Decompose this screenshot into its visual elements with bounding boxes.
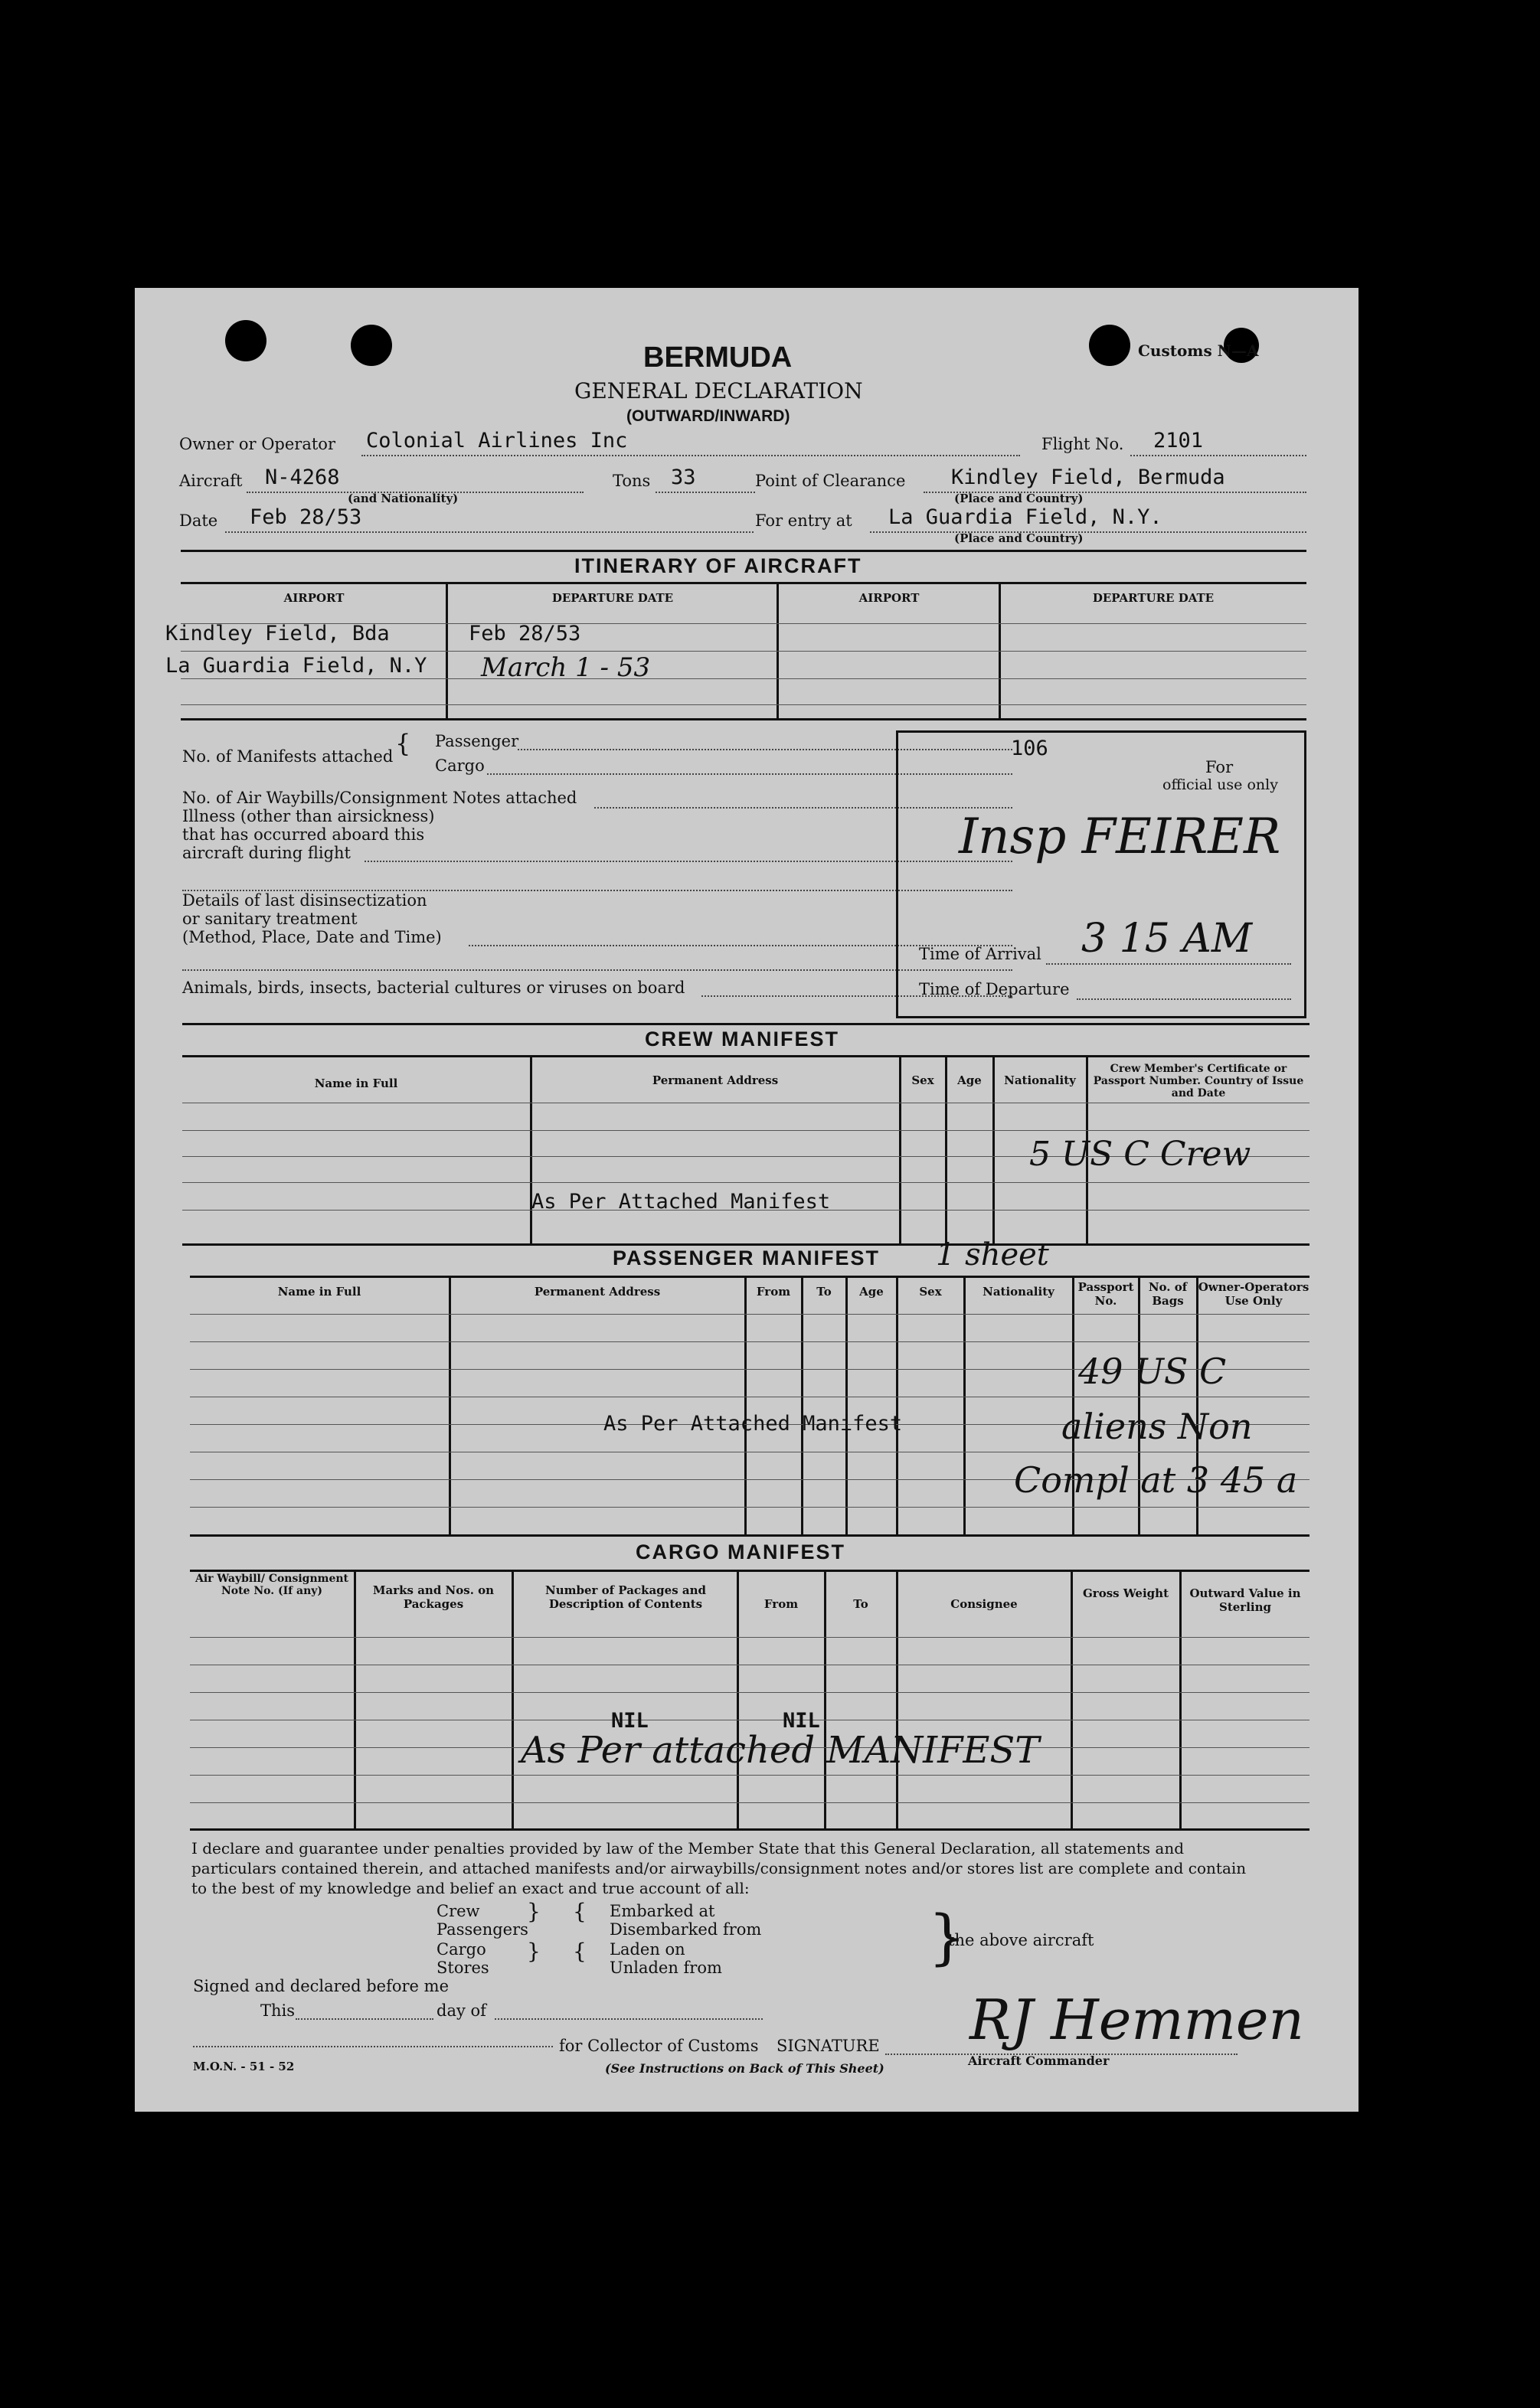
crew-address-header: Permanent Address	[652, 1073, 779, 1087]
passenger-hand-3: Compl at 3 45 a	[1014, 1459, 1298, 1501]
tons-value: 33	[671, 466, 696, 489]
cargo-hand-note: As Per attached MANIFEST	[521, 1729, 1040, 1772]
owner-label: Owner or Operator	[179, 435, 335, 453]
entry-label: For entry at	[755, 511, 852, 530]
cargo-consignee-header: Consignee	[950, 1597, 1018, 1611]
tons-label: Tons	[613, 472, 651, 490]
official-use-label: official use only	[1162, 776, 1278, 793]
footer-cargo: Cargo	[436, 1940, 486, 1959]
clearance-value: Kindley Field, Bermuda	[951, 466, 1225, 489]
crew-name-header: Name in Full	[314, 1077, 398, 1090]
passenger-note: As Per Attached Manifest	[603, 1412, 903, 1436]
cargo-title: CARGO MANIFEST	[636, 1541, 845, 1563]
passenger-hand-1: 49 US C	[1078, 1351, 1227, 1392]
itinerary-airport-2: La Guardia Field, N.Y	[165, 654, 427, 678]
footer-this: This	[260, 2001, 296, 2020]
form-direction: (OUTWARD/INWARD)	[626, 407, 790, 425]
itinerary-title: ITINERARY OF AIRCRAFT	[574, 554, 862, 577]
footer-signature-label: SIGNATURE	[777, 2037, 880, 2055]
footer-instructions: (See Instructions on Back of This Sheet)	[605, 2061, 884, 2076]
manifests-passenger-label: Passenger	[435, 732, 519, 750]
cargo-waybill-header: Air Waybill/ Consignment Note No. (If any)	[195, 1573, 349, 1597]
footer-above-aircraft: the above aircraft	[948, 1931, 1094, 1949]
illness-label-2: that has occurred aboard this	[182, 825, 425, 844]
punch-hole	[225, 320, 266, 361]
aircraft-note: (and Nationality)	[348, 492, 459, 505]
crew-cert-header: Crew Member's Certificate or Passport Number. Country of Issue and Date	[1093, 1063, 1304, 1099]
footer-disembarked: Disembarked from	[610, 1920, 762, 1939]
crew-hand-note: 5 US C Crew	[1029, 1135, 1251, 1174]
itinerary-date-header-2: DEPARTURE DATE	[1092, 591, 1215, 605]
official-number: 106	[1011, 737, 1048, 760]
arrival-value: 3 15 AM	[1081, 916, 1253, 962]
disinsect-label-3: (Method, Place, Date and Time)	[182, 928, 442, 946]
itinerary-date-2: March 1 - 53	[481, 652, 651, 683]
arrival-label: Time of Arrival	[919, 945, 1041, 963]
waybills-label: No. of Air Waybills/Consignment Notes attached	[182, 789, 577, 807]
footer-commander: Aircraft Commander	[968, 2053, 1110, 2068]
entry-note: (Place and Country)	[954, 531, 1084, 545]
passenger-sex-header: Sex	[919, 1285, 942, 1299]
departure-label: Time of Departure	[919, 980, 1070, 998]
punch-hole	[1089, 325, 1130, 366]
illness-label-1: Illness (other than airsickness)	[182, 807, 435, 825]
footer-signed: Signed and declared before me	[193, 1977, 450, 1995]
footer-passengers: Passengers	[436, 1920, 528, 1939]
footer-crew: Crew	[436, 1902, 480, 1920]
aircraft-value: N-4268	[265, 466, 340, 489]
passenger-to-header: To	[816, 1285, 832, 1299]
declaration-form: BERMUDA Customs N—A GENERAL DECLARATION (OUTWARD/INWARD) Owner or Operator Colonial Airlines Inc Flight No. 2101 Aircraft N-4268 (and Nationality) Tons 33 Point of Clearance Kindley Field, Bermuda (Place and Country) Date Feb 28/53 For entry at La Guardia Field, N.Y. (Place and Country) ITINERARY OF AIRCRAFT AIRPORT DEPARTURE DATE AIRPORT DEPARTURE DATE Kindley Field, Bda Feb 28/53 La Guardia Field, N.Y March 1 - 53 No. of Manifests attached { Passenger Cargo No. of Air Waybills/Consignment Notes attached Illness (other than airsickness) that has occurred aboard this aircraft during flight Details of last disinsectization or sanitary treatment (Method, Place, Date and Time) Animals, birds, insects, bacterial cultures or viruses on board 106 For official use only Insp FEIRER Time of Arrival 3 15 AM Time of Departure CREW MANIFEST Name in Full Permanent Address Sex Age Nationality Crew Member's Certificate or Passport Number. Country of Issue and Date As Per Attached Manifest 5 US C Crew PASSENGER MANIFEST 1 sheet Name in Full Permanent Address From To Age Sex Nationality Passport No. No. of Bags Owner-Operators Use Only As Per Attached Manifest 49 US C aliens Non Compl at 3 45 a CARGO MANIFEST Air Waybill/ Consignment Note No. (If any) Marks and Nos. on Packages Number of Packages and Description of Contents From To Consignee Gross Weight Outward Value in Sterling NIL NIL As Per attached MANIFEST I declare and guarantee under penalties provided by law of the Member State that this General Declaration, all statements and particulars contained therein, and attached manifests and/or airwaybills/consignment notes and/or stores list are complete and contain to the best of my knowledge and belief an exact and true account of all: Crew Passengers Cargo Stores } } { { Embarked at Disembarked from Laden on Unladen from } the above aircraft Signed and declared before me This day of for Collector of Customs SIGNATURE RJ Hemmen Aircraft Commander M.O.N. - 51 - 52 (See Instructions on Back of This Sheet)	[135, 288, 1359, 2112]
passenger-owner-header: Owner-Operators Use Only	[1198, 1280, 1309, 1308]
disinsect-label-2: or sanitary treatment	[182, 910, 358, 928]
official-use-box	[896, 730, 1306, 1018]
cargo-nil-1: NIL	[611, 1709, 649, 1733]
date-value: Feb 28/53	[250, 505, 362, 529]
itinerary-airport-header-2: AIRPORT	[858, 591, 920, 605]
disinsect-label-1: Details of last disinsectization	[182, 891, 427, 910]
date-label: Date	[179, 511, 218, 530]
footer-form-no: M.O.N. - 51 - 52	[193, 2060, 295, 2073]
cargo-nil-2: NIL	[783, 1709, 820, 1733]
crew-age-header: Age	[957, 1073, 982, 1087]
crew-title: CREW MANIFEST	[645, 1028, 839, 1050]
itinerary-date-1: Feb 28/53	[469, 622, 581, 645]
passenger-bags-header: No. of Bags	[1148, 1280, 1188, 1308]
passenger-nationality-header: Nationality	[983, 1285, 1054, 1299]
flight-label: Flight No.	[1041, 435, 1124, 453]
itinerary-airport-1: Kindley Field, Bda	[165, 622, 390, 645]
crew-note: As Per Attached Manifest	[531, 1190, 831, 1214]
form-subtitle: GENERAL DECLARATION	[574, 378, 863, 404]
itinerary-airport-header: AIRPORT	[283, 591, 345, 605]
flight-value: 2101	[1153, 429, 1204, 453]
footer-embarked: Embarked at	[610, 1902, 715, 1920]
owner-value: Colonial Airlines Inc	[366, 429, 628, 453]
passenger-hand-2: aliens Non	[1061, 1406, 1253, 1447]
passenger-title-note: 1 sheet	[936, 1237, 1049, 1273]
manifests-cargo-label: Cargo	[435, 756, 485, 775]
form-id: Customs N—A	[1138, 341, 1259, 360]
footer-collector: for Collector of Customs	[559, 2037, 759, 2055]
footer-laden: Laden on	[610, 1940, 685, 1959]
cargo-to-header: To	[853, 1597, 868, 1611]
official-for-label: For	[1205, 758, 1234, 776]
footer-day-of: day of	[436, 2001, 486, 2020]
declaration-line-1: I declare and guarantee under penalties provided by law of the Member State that this General Declaration, all statements and	[191, 1839, 1185, 1857]
punch-hole	[351, 325, 392, 366]
cargo-packages-header: Number of Packages and Description of Contents	[545, 1583, 706, 1611]
declaration-line-2: particulars contained therein, and attached manifests and/or airwaybills/consignment notes and/or stores list are complete and contain	[191, 1859, 1247, 1877]
passenger-title: PASSENGER MANIFEST	[613, 1246, 881, 1269]
commander-signature: RJ Hemmen	[969, 1988, 1304, 2052]
manifests-label: No. of Manifests attached	[182, 747, 394, 766]
crew-nationality-header: Nationality	[1004, 1073, 1076, 1087]
passenger-passport-header: Passport No.	[1077, 1280, 1134, 1308]
passenger-address-header: Permanent Address	[534, 1285, 661, 1299]
declaration-line-3: to the best of my knowledge and belief an exact and true account of all:	[191, 1879, 750, 1897]
passenger-from-header: From	[756, 1285, 791, 1299]
animals-label: Animals, birds, insects, bacterial cultures or viruses on board	[182, 979, 685, 997]
clearance-note: (Place and Country)	[954, 492, 1084, 505]
entry-value: La Guardia Field, N.Y.	[888, 505, 1162, 529]
footer-unladen: Unladen from	[610, 1959, 722, 1977]
inspector-signature: Insp FEIRER	[959, 809, 1281, 865]
clearance-label: Point of Clearance	[755, 472, 906, 490]
form-title: BERMUDA	[643, 341, 793, 374]
crew-sex-header: Sex	[911, 1073, 934, 1087]
passenger-name-header: Name in Full	[277, 1285, 361, 1299]
illness-label-3: aircraft during flight	[182, 844, 351, 862]
itinerary-date-header: DEPARTURE DATE	[551, 591, 674, 605]
cargo-marks-header: Marks and Nos. on Packages	[372, 1583, 495, 1611]
cargo-weight-header: Gross Weight	[1082, 1586, 1169, 1600]
aircraft-label: Aircraft	[179, 472, 243, 490]
footer-stores: Stores	[436, 1959, 489, 1977]
cargo-value-header: Outward Value in Sterling	[1189, 1586, 1301, 1614]
cargo-from-header: From	[763, 1597, 799, 1611]
passenger-age-header: Age	[859, 1285, 884, 1299]
